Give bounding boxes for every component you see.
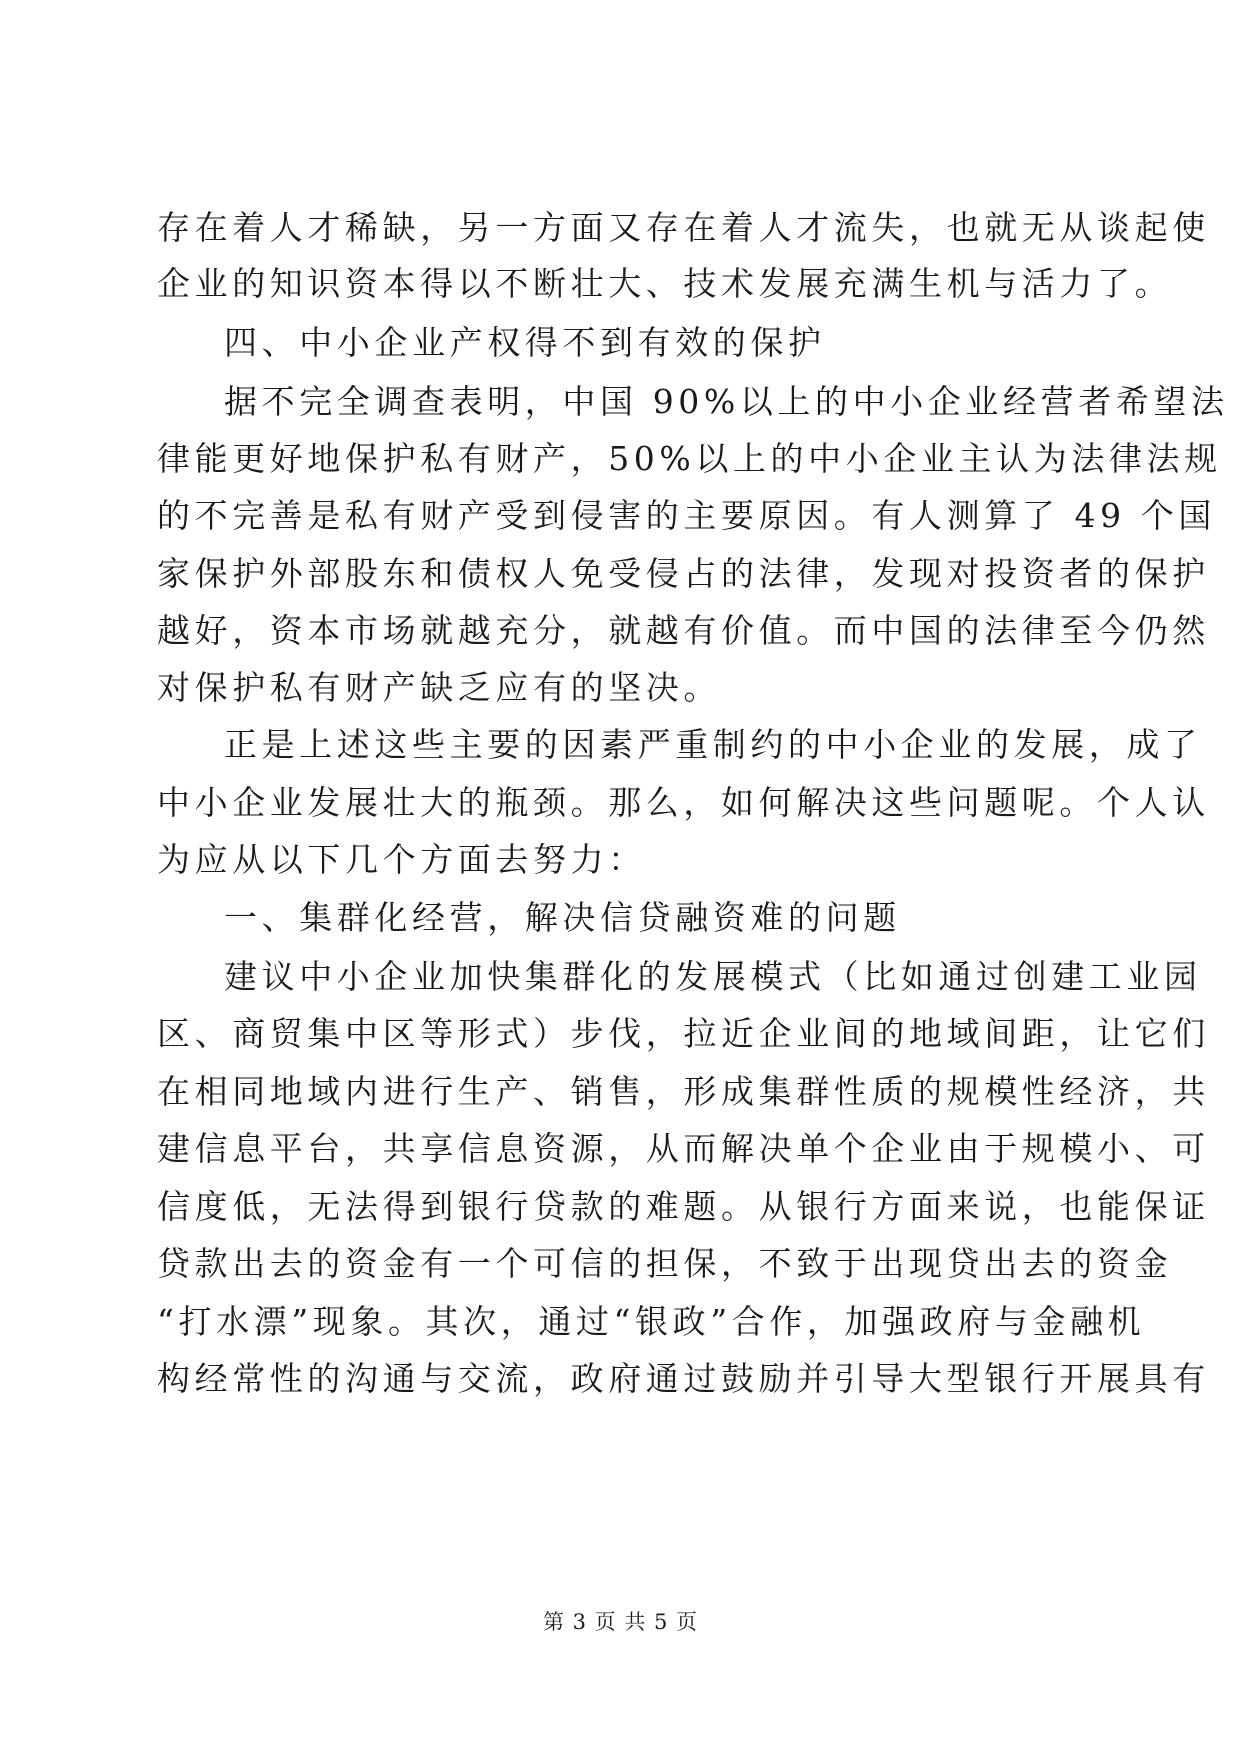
body-text-line: 贷款出去的资金有一个可信的担保，不致于出现贷出去的资金: [157, 1244, 1173, 1283]
body-text-line: 对保护私有财产缺乏应有的坚决。: [157, 668, 721, 707]
body-text-line: 中小企业发展壮大的瓶颈。那么，如何解决这些问题呢。个人认: [157, 783, 1210, 822]
body-text-line: 存在着人才稀缺，另一方面又存在着人才流失，也就无从谈起使: [157, 208, 1210, 247]
body-text-line: 企业的知识资本得以不断壮大、技术发展充满生机与活力了。: [157, 264, 1173, 303]
body-text-line: 建信息平台，共享信息资源，从而解决单个企业由于规模小、可: [157, 1129, 1210, 1168]
body-text-line: 信度低，无法得到银行贷款的难题。从银行方面来说，也能保证: [157, 1187, 1210, 1226]
body-text-line: 据不完全调查表明，中国 90%以上的中小企业经营者希望法: [224, 382, 1229, 421]
section-heading: 四、中小企业产权得不到有效的保护: [224, 323, 826, 362]
body-text-line: 为应从以下几个方面去努力：: [157, 840, 646, 879]
body-text-line: 的不完善是私有财产受到侵害的主要原因。有人测算了 49 个国: [157, 496, 1216, 535]
page-footer: 第 3 页 共 5 页: [542, 1610, 699, 1634]
body-text-line: 构经常性的沟通与交流，政府通过鼓励并引导大型银行开展具有: [157, 1359, 1210, 1398]
body-text-line: 家保护外部股东和债权人免受侵占的法律，发现对投资者的保护: [157, 554, 1210, 593]
section-heading: 一、集群化经营，解决信贷融资难的问题: [224, 898, 901, 937]
body-text-line: 建议中小企业加快集群化的发展模式（比如通过创建工业园: [224, 957, 1202, 996]
body-text-line: 区、商贸集中区等形式）步伐，拉近企业间的地域间距，让它们: [157, 1014, 1210, 1053]
body-text-line: 越好，资本市场就越充分，就越有价值。而中国的法律至今仍然: [157, 611, 1210, 650]
body-text-line: 在相同地域内进行生产、销售，形成集群性质的规模性经济，共: [157, 1072, 1210, 1111]
body-text-line: 正是上述这些主要的因素严重制约的中小企业的发展，成了: [224, 725, 1202, 764]
body-text-line: 律能更好地保护私有财产，50%以上的中小企业主认为法律法规: [157, 439, 1222, 478]
body-text-line: “打水漂”现象。其次，通过“银政”合作，加强政府与金融机: [157, 1302, 1146, 1341]
